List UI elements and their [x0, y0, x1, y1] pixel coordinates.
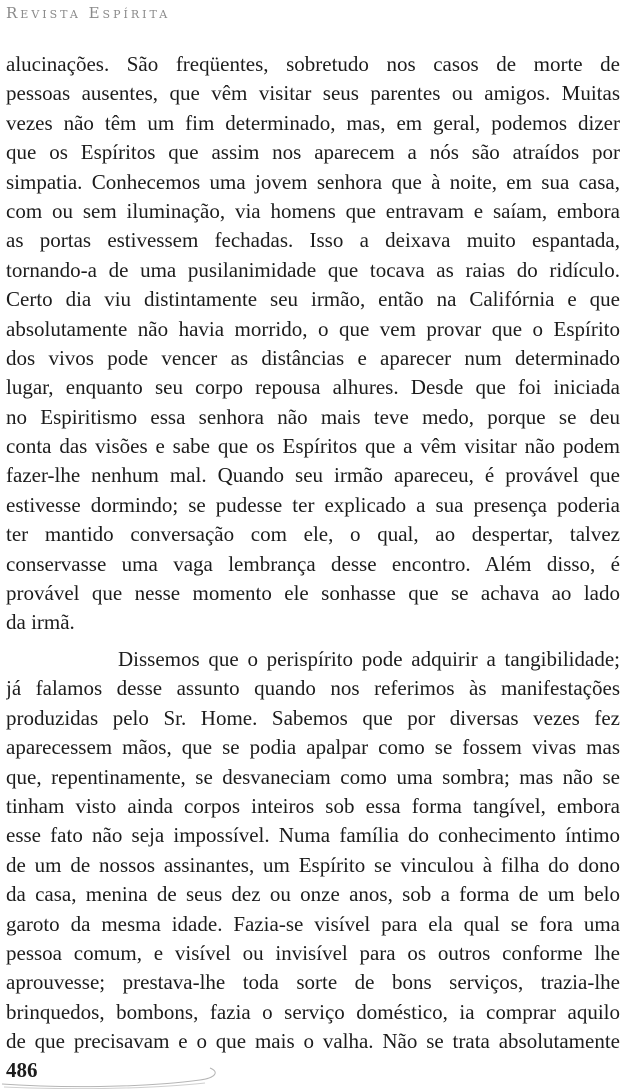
- running-header: Revista Espírita: [6, 4, 171, 22]
- text-line: com ou sem iluminação, via homens que entravam e saíam, embora: [6, 198, 620, 223]
- text-line: provável que nesse momento ele sonhasse que se achava ao lado: [6, 581, 620, 606]
- text-line: pessoas ausentes, que vêm visitar seus parentes ou amigos. Muitas: [6, 81, 620, 106]
- text-line: conta das visões e sabe que os Espíritos que a vêm visitar não podem: [6, 434, 620, 459]
- text-line: aprouvesse; prestava-lhe toda sorte de bons serviços, trazia-lhe: [6, 970, 620, 995]
- text-line: garoto da mesma idade. Fazia-se visível para ela qual se fora uma: [6, 911, 620, 936]
- text-line: as portas estivessem fechadas. Isso a deixava muito espantada,: [6, 228, 620, 253]
- text-line: no Espiritismo essa senhora não mais teve medo, porque se deu: [6, 404, 620, 429]
- text-line: fazer-lhe nenhum mal. Quando seu irmão apareceu, é provável que: [6, 463, 620, 488]
- text-line: esse fato não seja impossível. Numa família do conhecimento íntimo: [6, 823, 620, 848]
- text-line: da irmã.: [6, 610, 75, 635]
- text-line: já falamos desse assunto quando nos referimos às manifestações: [6, 676, 620, 701]
- text-line: alucinações. São freqüentes, sobretudo nos casos de morte de: [6, 52, 620, 76]
- text-line: estivesse dormindo; se pudesse ter explicado a sua presença poderia: [6, 492, 620, 517]
- text-line: que, repentinamente, se desvaneciam como uma sombra; mas não se: [6, 764, 620, 789]
- text-line: vezes não têm um fim determinado, mas, em geral, podemos dizer: [6, 110, 620, 135]
- text-line: que os Espíritos que assim nos aparecem a nós são atraídos por: [6, 140, 620, 165]
- text-line: tinham visto ainda corpos inteiros sob essa forma tangível, embora: [6, 793, 620, 818]
- page-number: 486: [6, 1058, 38, 1082]
- text-line: ter mantido conversação com ele, o qual, ao despertar, talvez: [6, 522, 620, 547]
- text-line: pessoa comum, e visível ou invisível para os outros conforme lhe: [6, 940, 620, 965]
- text-line: conservasse uma vaga lembrança desse encontro. Além disso, é: [6, 551, 620, 576]
- text-line: simpatia. Conhecemos uma jovem senhora que à noite, em sua casa,: [6, 169, 620, 194]
- text-line: produzidas pelo Sr. Home. Sabemos que por diversas vezes fez: [6, 705, 620, 730]
- text-line: aparecessem mãos, que se podia apalpar como se fossem vivas mas: [6, 735, 620, 760]
- text-line: Dissemos que o perispírito pode adquirir a tangibilidade;: [118, 647, 620, 671]
- paragraph-1: [6, 50, 620, 638]
- text-line: de um de nossos assinantes, um Espírito se vinculou à filha do dono: [6, 852, 620, 877]
- text-line: Certo dia viu distintamente seu irmão, então na Califórnia e que: [6, 287, 620, 312]
- paragraph-2: [6, 645, 620, 1056]
- text-line: brinquedos, bombons, fazia o serviço doméstico, ia comprar aquilo: [6, 999, 620, 1024]
- text-line: absolutamente não havia morrido, o que vem provar que o Espírito: [6, 316, 620, 341]
- text-line: da casa, menina de seus dez ou onze anos, sob a forma de um belo: [6, 882, 620, 907]
- text-line: lugar, enquanto seu corpo repousa alhures. Desde que foi iniciada: [6, 375, 620, 400]
- text-line: dos vivos pode vencer as distâncias e aparecer num determinado: [6, 345, 620, 370]
- text-line: tornando-a de uma pusilanimidade que tocava as raias do ridículo.: [6, 257, 620, 282]
- text-line: de que precisavam e o que mais o valha. Não se trata absolutamente: [6, 1029, 620, 1054]
